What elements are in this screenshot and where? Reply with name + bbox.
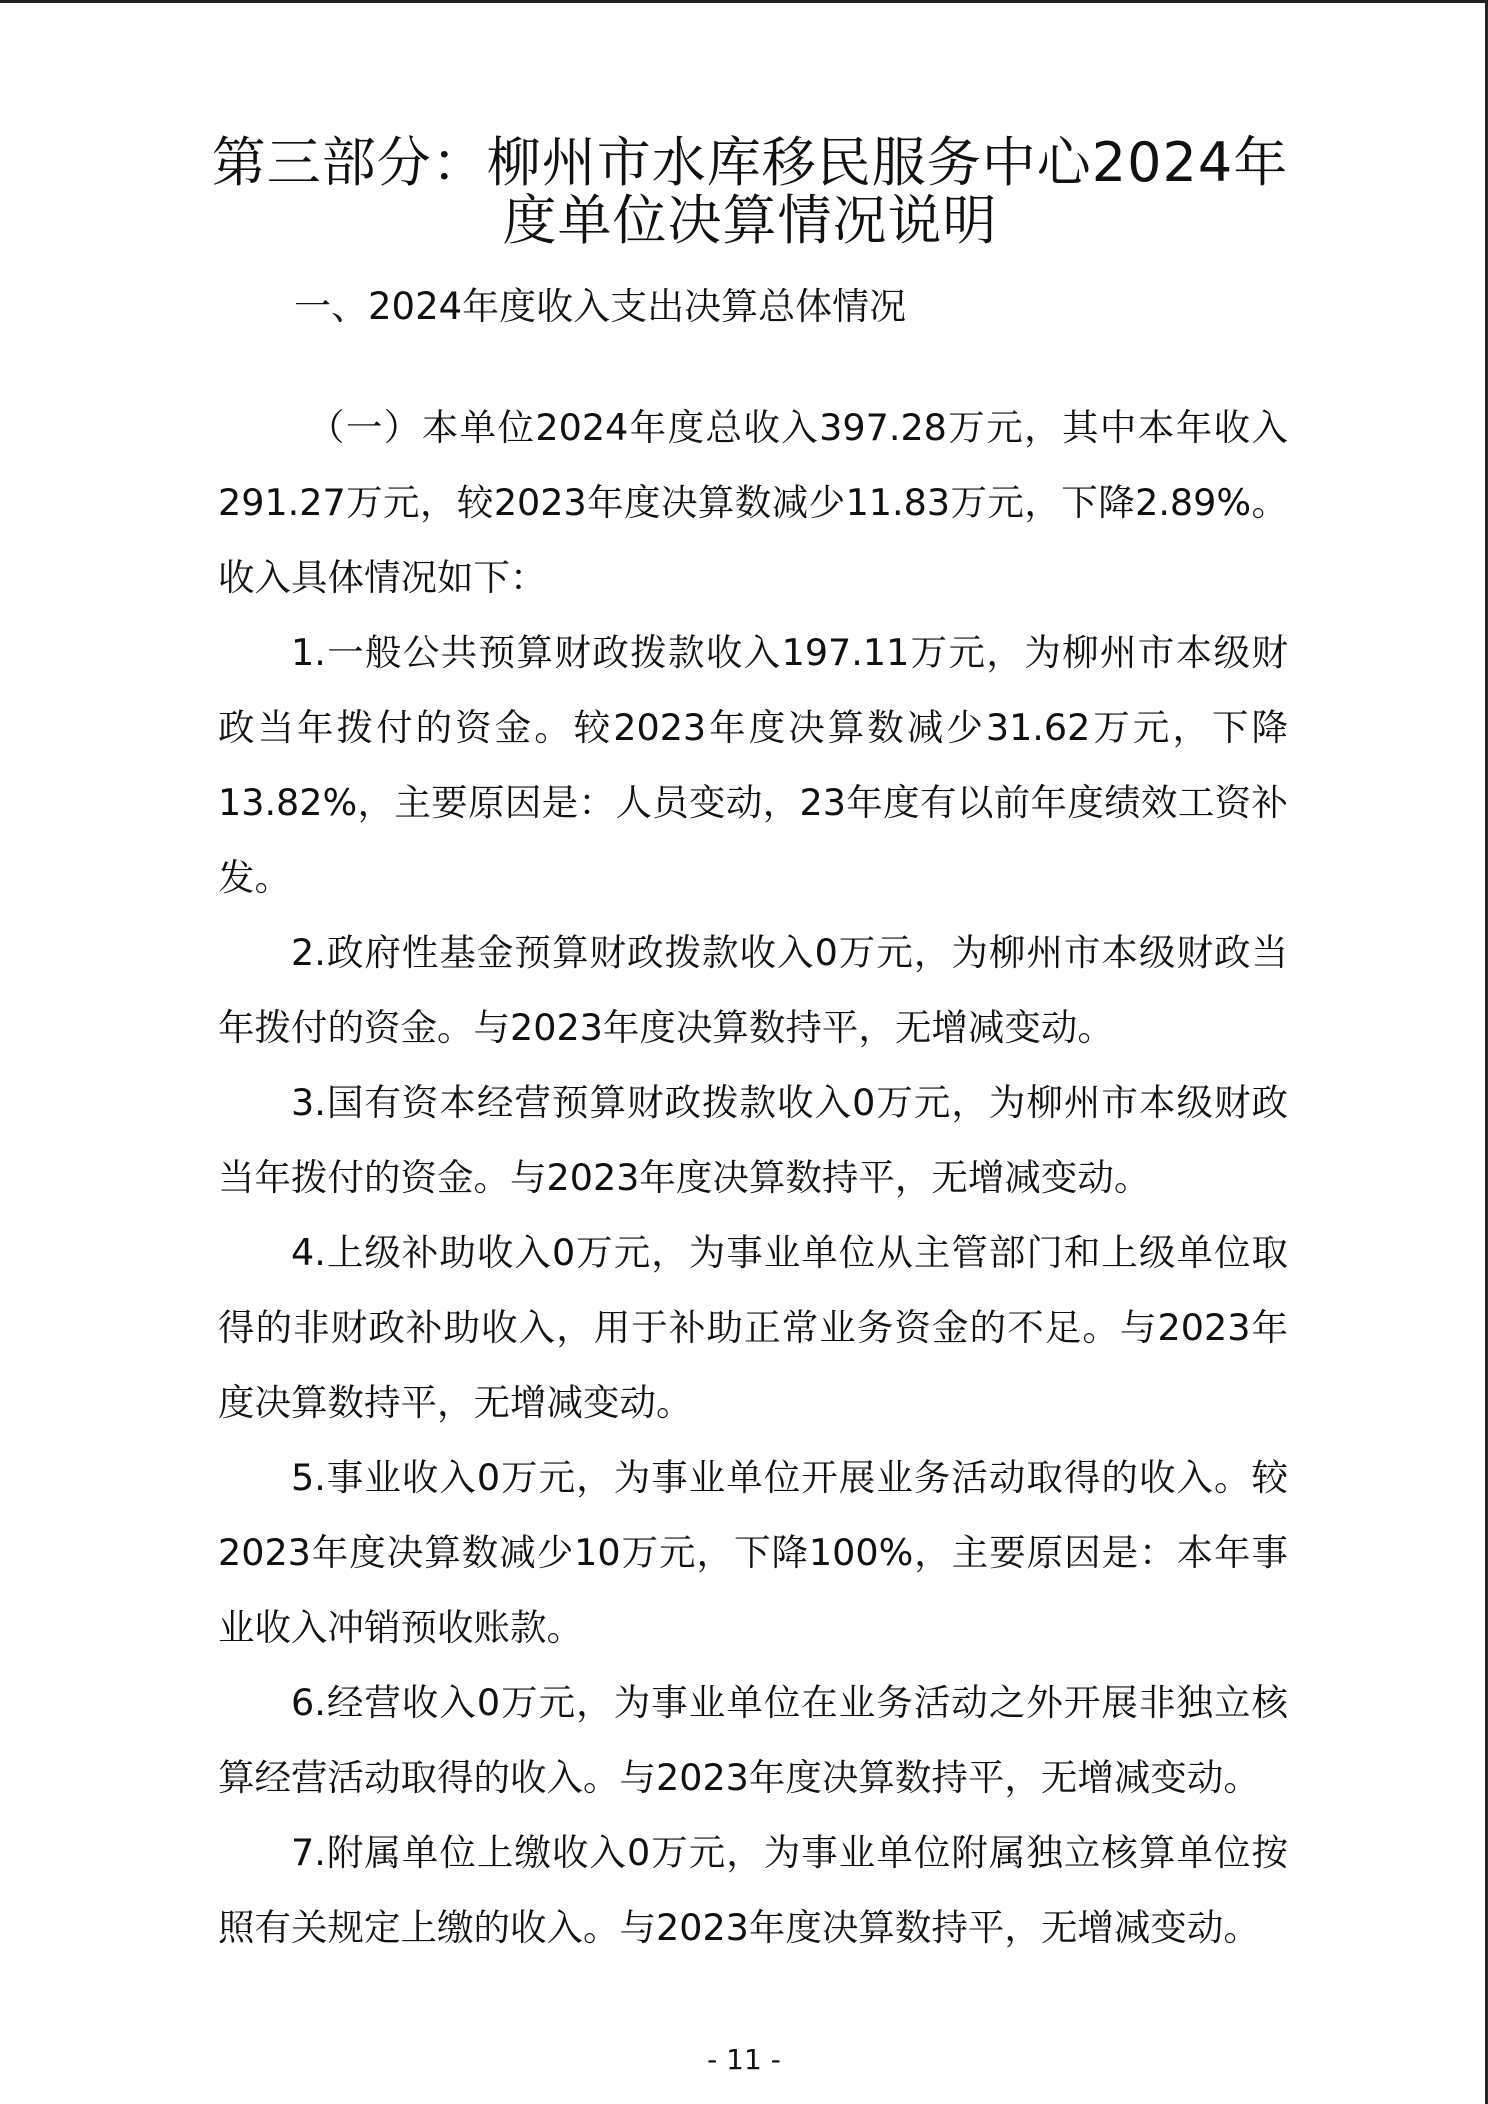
document-title-line-1: 第三部分：柳州市水库移民服务中心2024年 [211, 131, 1289, 195]
paragraph-operating-income: 6.经营收入0万元，为事业单位在业务活动之外开展非独立核算经营活动取得的收入。与2023年度决算数持平，无增减变动。 [218, 1681, 1288, 1799]
paragraph-government-fund-income: 2.政府性基金预算财政拨款收入0万元，为柳州市本级财政当年拨付的资金。与2023年度决算数持平，无增减变动。 [218, 931, 1288, 1049]
paragraph-total-income: （一）本单位2024年度总收入397.28万元，其中本年收入291.27万元，较2023年度决算数减少11.83万元，下降2.89%。收入具体情况如下： [218, 406, 1288, 599]
paragraph-state-capital-income: 3.国有资本经营预算财政拨款收入0万元，为柳州市本级财政当年拨付的资金。与2023年度决算数持平，无增减变动。 [218, 1081, 1288, 1199]
document-title [200, 131, 1300, 253]
page-number: - 11 - [707, 2043, 781, 2076]
paragraph-general-budget-income: 1.一般公共预算财政拨款收入197.11万元，为柳州市本级财政当年拨付的资金。较2023年度决算数减少31.62万元，下降13.82%，主要原因是：人员变动，23年度有以前年度绩效工资补发。 [218, 631, 1288, 899]
body-text [218, 390, 1288, 1965]
section-heading: 一、2024年度收入支出决算总体情况 [294, 285, 907, 328]
paragraph-affiliated-unit-income: 7.附属单位上缴收入0万元，为事业单位附属独立核算单位按照有关规定上缴的收入。与2023年度决算数持平，无增减变动。 [218, 1831, 1288, 1949]
paragraph-superior-subsidy-income: 4.上级补助收入0万元，为事业单位从主管部门和上级单位取得的非财政补助收入，用于补助正常业务资金的不足。与2023年度决算数持平，无增减变动。 [218, 1231, 1288, 1424]
page-top-border [0, 0, 1488, 3]
paragraph-business-income: 5.事业收入0万元，为事业单位开展业务活动取得的收入。较2023年度决算数减少10万元，下降100%，主要原因是：本年事业收入冲销预收账款。 [218, 1456, 1288, 1649]
document-title-line-2: 度单位决算情况说明 [502, 189, 998, 253]
